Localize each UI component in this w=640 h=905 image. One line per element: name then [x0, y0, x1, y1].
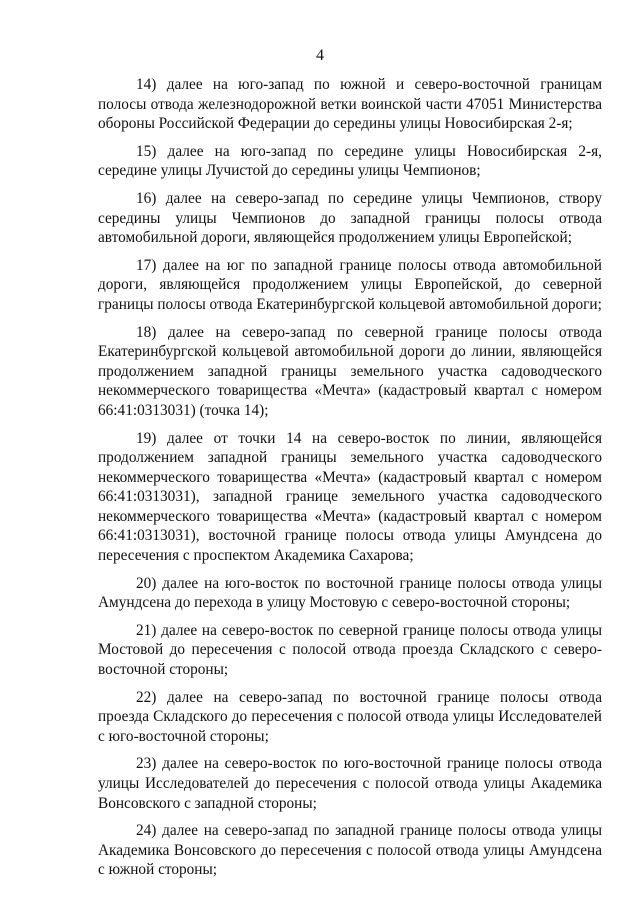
clause-21: 21) далее на северо-восток по северной границе полосы отвода улицы Мостовой до пересечения с полосой отвода проезда Складского с северо-восточной стороны;	[98, 621, 602, 679]
clause-15: 15) далее на юго-запад по середине улицы Новосибирская 2-я, середине улицы Лучистой до середины улицы Чемпионов;	[98, 142, 602, 180]
clause-16: 16) далее на северо-запад по середине улицы Чемпионов, створу середины улицы Чемпионов до западной границы полосы отвода автомобильной дороги, являющейся продолжением улицы Европейской;	[98, 189, 602, 247]
clause-24: 24) далее на северо-запад по западной границе полосы отвода улицы Академика Вонсовского до пересечения с полосой отвода улицы Амундсена с южной стороны;	[98, 822, 602, 879]
page-number: 4	[316, 47, 324, 64]
clause-14: 14) далее на юго-запад по южной и северо-восточной границам полосы отвода железнодорожной ветки воинской части 47051 Министерства обороны Российской Федерации до середины улицы Новосибирская 2-я;	[98, 76, 602, 133]
document-body	[98, 75, 602, 888]
clause-19: 19) далее от точки 14 на северо-восток по линии, являющейся продолжением западной границы земельного участка садоводческого некоммерческого товарищества «Мечта» (кадастровый квартал с номером 66:41:0313031), западной границе земельного участка садоводческого некоммерческого товарищества «Мечта» (кадастровый квартал с номером 66:41:0313031), восточной границе полосы отвода улицы Амундсена до пересечения с проспектом Академика Сахарова;	[98, 429, 602, 565]
clause-20: 20) далее на юго-восток по восточной границе полосы отвода улицы Амундсена до перехода в улицу Мостовую с северо-восточной стороны;	[98, 574, 602, 612]
clause-18: 18) далее на северо-запад по северной границе полосы отвода Екатеринбургской кольцевой автомобильной дороги до линии, являющейся продолжением западной границы земельного участка садоводческого некоммерческого товарищества «Мечта» (кадастровый квартал с номером 66:41:0313031) (точка 14);	[98, 323, 602, 419]
clause-23: 23) далее на северо-восток по юго-восточной границе полосы отвода улицы Исследователей до пересечения с полосой отвода улицы Академика Вонсовского с западной стороны;	[98, 755, 602, 812]
clause-22: 22) далее на северо-запад по восточной границе полосы отвода проезда Складского до пересечения с полосой отвода улицы Исследователей с юго-восточной стороны;	[98, 688, 602, 745]
clause-17: 17) далее на юг по западной границе полосы отвода автомобильной дороги, являющейся продолжением улицы Европейской, до северной границы полосы отвода Екатеринбургской кольцевой автомобильной дороги;	[98, 256, 602, 313]
